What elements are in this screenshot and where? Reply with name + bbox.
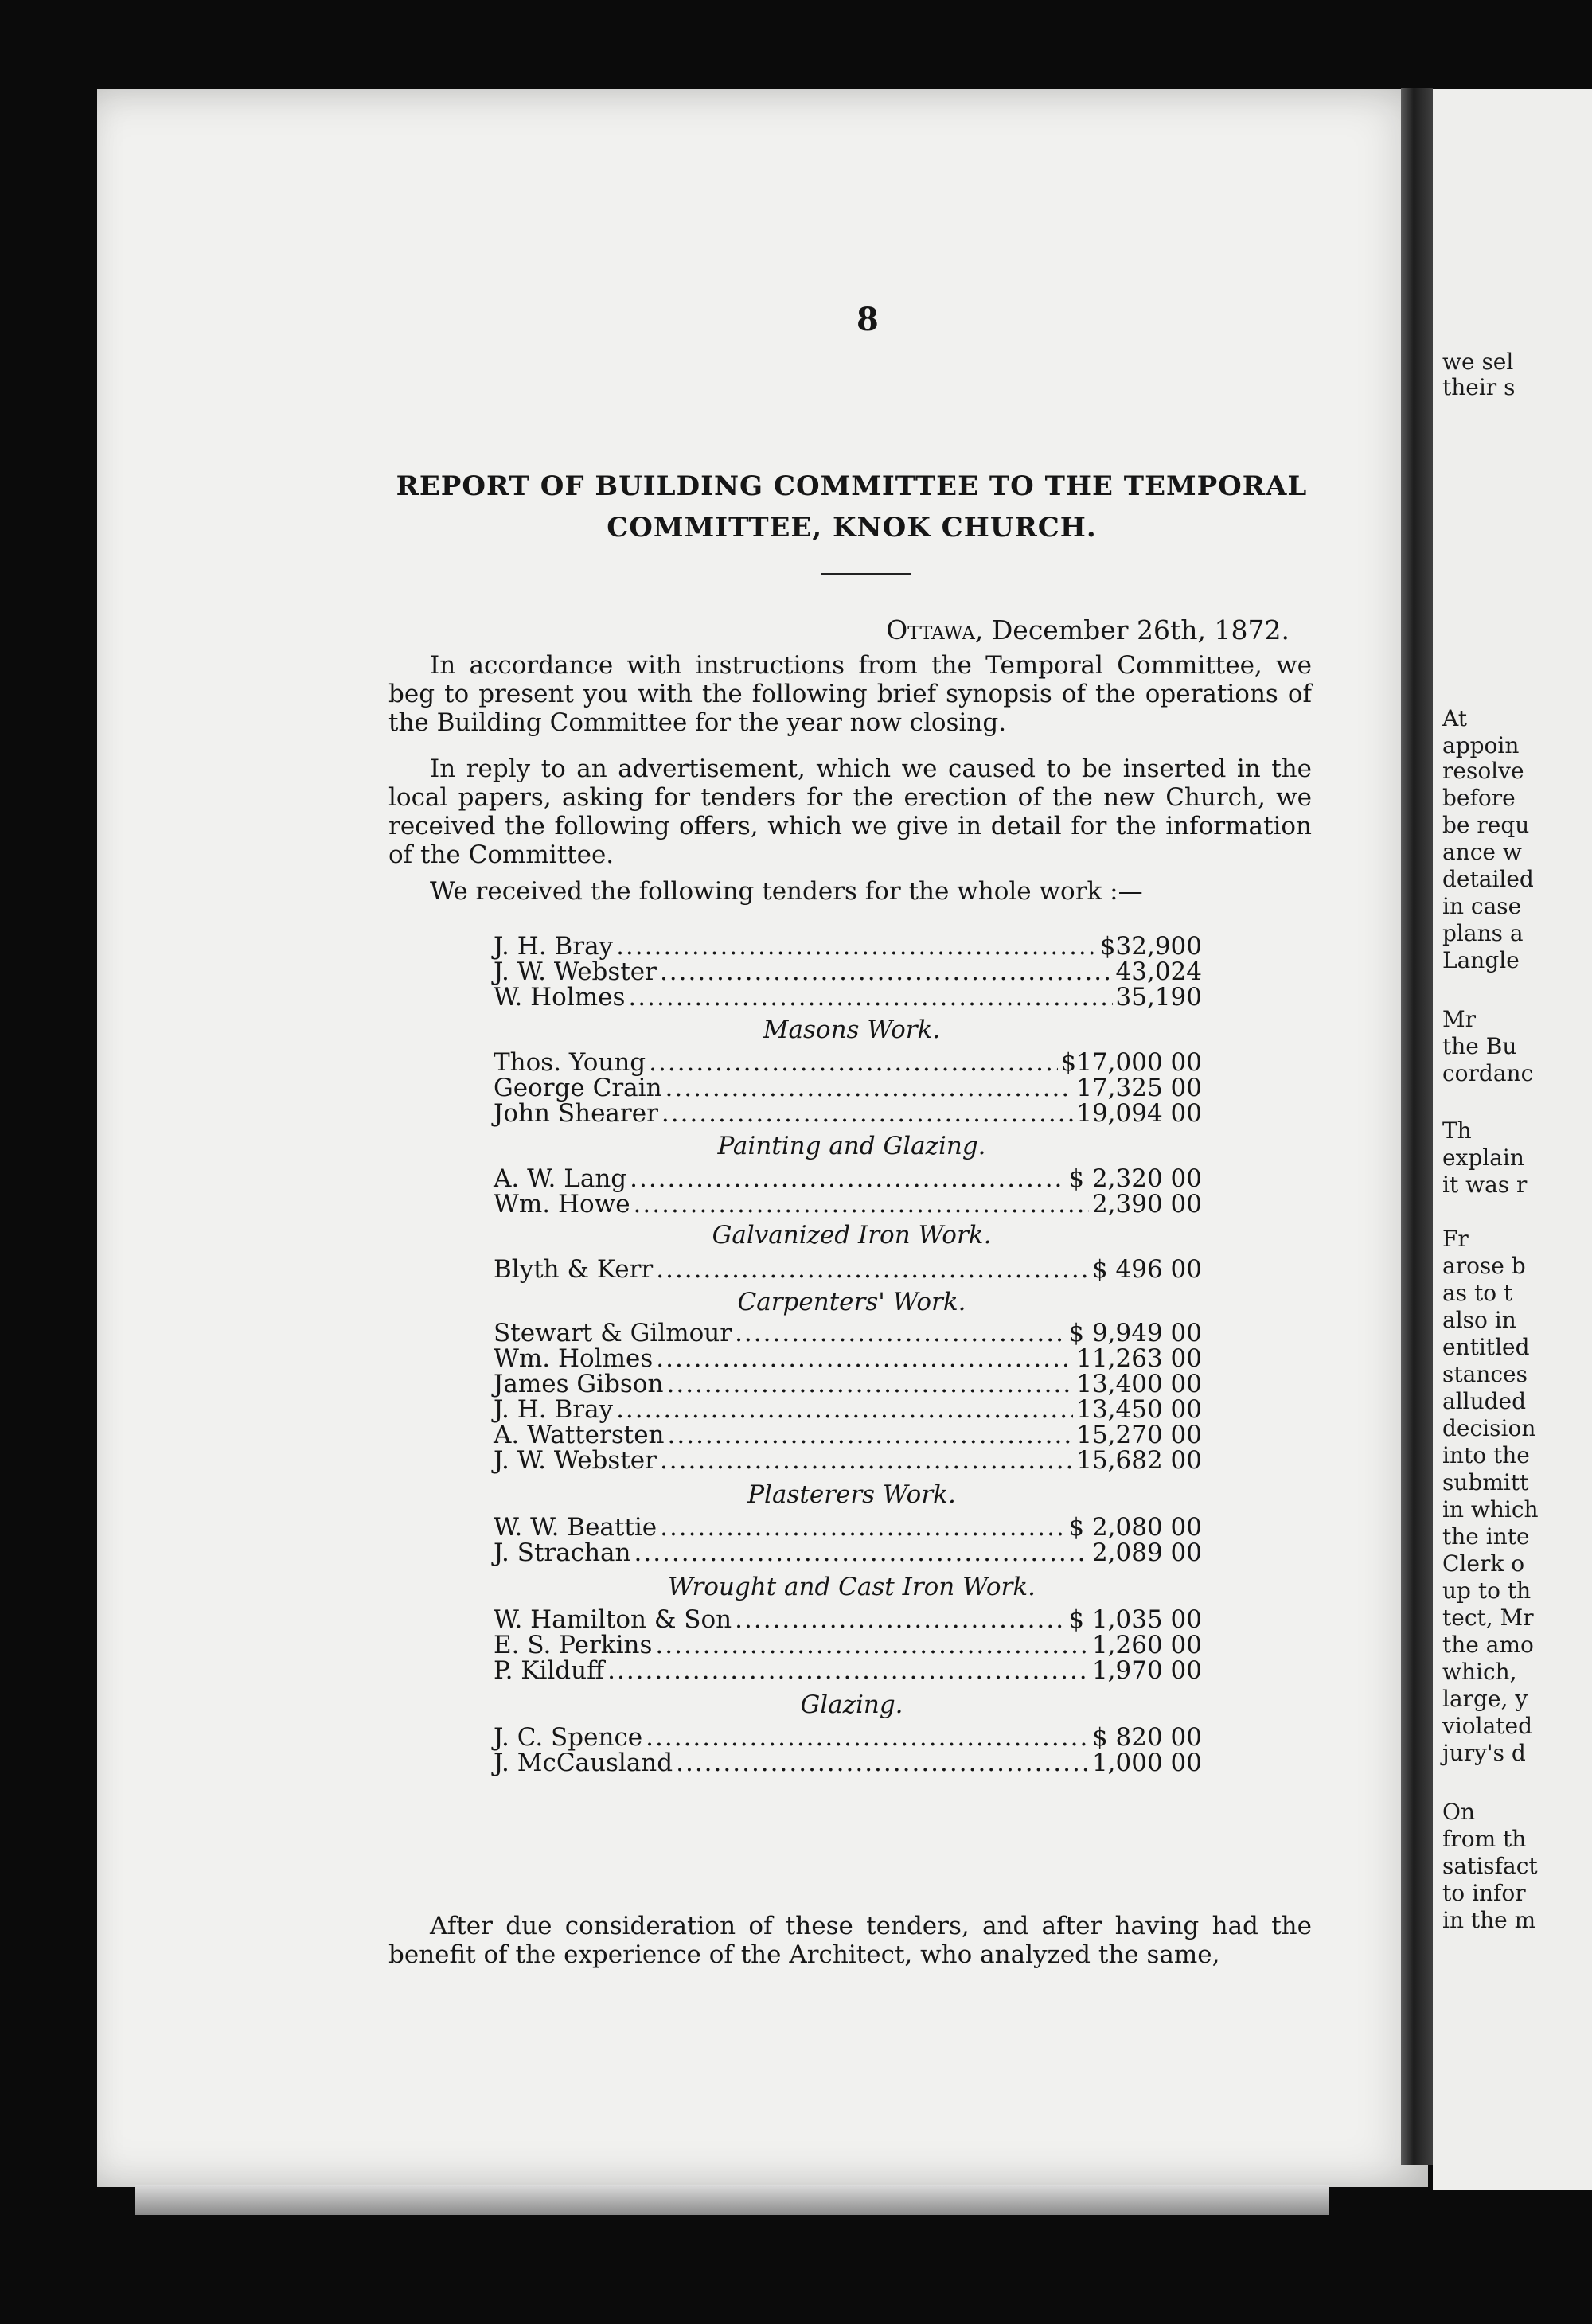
section-heading: Masons Work. <box>763 1016 941 1044</box>
leader-dots <box>607 1657 1089 1684</box>
leader-dots <box>661 1100 1073 1127</box>
leader-dots <box>646 1724 1089 1751</box>
tender-row <box>494 1447 1202 1474</box>
right-page-line: entitled <box>1442 1334 1530 1360</box>
tender-row <box>494 1191 1202 1218</box>
right-page-line: up to th <box>1442 1577 1532 1604</box>
right-page-line: On <box>1442 1799 1475 1825</box>
tender-name: J. C. Spence <box>494 1723 643 1752</box>
tender-name: P. Kilduff <box>494 1656 605 1685</box>
tender-amount: 19,094 00 <box>1076 1099 1202 1128</box>
right-page-line: explain <box>1442 1144 1524 1171</box>
right-page-line: also in <box>1442 1307 1516 1333</box>
tender-name: J. Strachan <box>494 1538 631 1567</box>
leader-dots <box>668 1421 1074 1449</box>
right-page-line: we sel <box>1442 349 1514 375</box>
right-page-line: At <box>1442 705 1467 731</box>
tender-row <box>494 1421 1202 1449</box>
tender-amount: $ 820 00 <box>1091 1723 1202 1752</box>
leader-dots <box>676 1749 1089 1776</box>
tender-row <box>494 984 1202 1011</box>
tender-row <box>494 1074 1202 1102</box>
right-page-line: violated <box>1442 1713 1533 1739</box>
tender-amount: $ 9,949 00 <box>1068 1319 1202 1347</box>
tender-name: John Shearer <box>494 1099 658 1128</box>
tender-row <box>494 933 1202 960</box>
tender-name: Wm. Holmes <box>494 1344 654 1373</box>
leader-dots <box>616 1396 1073 1423</box>
right-page-line: appoin <box>1442 732 1520 758</box>
tender-row <box>494 1320 1202 1347</box>
page-number: 8 <box>856 301 879 338</box>
right-page-line: arose b <box>1442 1253 1526 1279</box>
tender-row <box>494 1514 1202 1541</box>
tender-name: Thos. Young <box>494 1048 646 1077</box>
tender-name: J. H. Bray <box>494 1395 614 1424</box>
tender-name: W. Holmes <box>494 983 626 1012</box>
tender-amount: $ 2,080 00 <box>1068 1513 1202 1542</box>
tender-amount: 13,400 00 <box>1076 1370 1202 1398</box>
right-page-line: it was r <box>1442 1172 1528 1198</box>
tender-amount: $32,900 <box>1099 932 1202 961</box>
tender-name: W. Hamilton & Son <box>494 1605 732 1634</box>
paragraph-2: In reply to an advertisement, which we caused to be inserted in the local papers, asking for tenders for the erection of the new Church, we received the following offers, which we give in detail for the information of the Committee. <box>388 755 1312 869</box>
leader-dots <box>649 1049 1057 1076</box>
dateline <box>796 614 1290 645</box>
right-page-line: Clerk o <box>1442 1550 1525 1577</box>
leader-dots <box>666 1371 1073 1398</box>
right-page-line: the amo <box>1442 1632 1534 1658</box>
tender-name: W. W. Beattie <box>494 1513 657 1542</box>
right-page-line: to infor <box>1442 1880 1526 1906</box>
tender-name: J. H. Bray <box>494 932 614 961</box>
tender-amount: 17,325 00 <box>1076 1074 1202 1102</box>
tender-row <box>494 1371 1202 1398</box>
right-page-line: jury's d <box>1442 1740 1526 1766</box>
report-title <box>382 466 1321 548</box>
leader-dots <box>628 984 1112 1011</box>
right-page-line: Mr <box>1442 1006 1477 1032</box>
right-page-line: plans a <box>1442 920 1524 946</box>
tender-name: James Gibson <box>494 1370 664 1398</box>
tender-amount: $17,000 00 <box>1060 1048 1202 1077</box>
right-page-line: in case <box>1442 893 1522 919</box>
right-page-line: Langle <box>1442 947 1520 973</box>
section-heading: Carpenters' Work. <box>737 1288 966 1316</box>
right-page-line: stances <box>1442 1361 1528 1387</box>
right-page-line: tect, Mr <box>1442 1605 1534 1631</box>
tender-name: J. W. Webster <box>494 1446 657 1475</box>
right-page-line: their s <box>1442 374 1516 400</box>
tender-amount: 1,970 00 <box>1091 1656 1202 1685</box>
tender-name: J. McCausland <box>494 1749 673 1777</box>
tender-row <box>494 1724 1202 1751</box>
leader-dots <box>630 1165 1065 1192</box>
tender-name: Stewart & Gilmour <box>494 1319 732 1347</box>
right-page-line: into the <box>1442 1442 1530 1468</box>
right-page-line: as to t <box>1442 1280 1513 1306</box>
title-line-2: COMMITTEE, KNOK CHURCH. <box>607 512 1097 544</box>
tender-row <box>494 1049 1202 1076</box>
tender-row <box>494 1165 1202 1192</box>
leader-dots <box>655 1632 1089 1659</box>
leader-dots <box>660 958 1113 985</box>
tender-amount: $ 496 00 <box>1091 1255 1202 1284</box>
leader-dots <box>735 1320 1065 1347</box>
right-page-line: before <box>1442 785 1516 811</box>
right-page-line: which, <box>1442 1659 1517 1685</box>
date-text: December 26th, 1872. <box>991 614 1290 645</box>
right-page-line: ance w <box>1442 839 1522 865</box>
tender-amount: 11,263 00 <box>1076 1344 1202 1373</box>
tender-row <box>494 1632 1202 1659</box>
tender-row <box>494 1606 1202 1633</box>
tender-amount: 1,000 00 <box>1091 1749 1202 1777</box>
date-place: Ottawa, <box>886 614 984 645</box>
right-page-line: decision <box>1442 1415 1536 1441</box>
right-page-line: large, y <box>1442 1686 1528 1712</box>
tender-name: E. S. Perkins <box>494 1631 653 1659</box>
title-line-1: REPORT OF BUILDING COMMITTEE TO THE TEMPORAL <box>396 470 1308 502</box>
right-page-line: Fr <box>1442 1226 1469 1252</box>
leader-dots <box>735 1606 1065 1633</box>
tender-name: A. W. Lang <box>494 1164 627 1193</box>
tender-amount: 13,450 00 <box>1076 1395 1202 1424</box>
right-page-line: detailed <box>1442 866 1534 892</box>
leader-dots <box>660 1514 1065 1541</box>
right-page-line: submitt <box>1442 1469 1529 1495</box>
tender-amount: 15,682 00 <box>1076 1446 1202 1475</box>
leader-dots <box>665 1074 1074 1102</box>
leader-dots <box>656 1345 1073 1372</box>
right-page-line: in the m <box>1442 1907 1536 1933</box>
title-rule <box>821 573 911 575</box>
tender-row <box>494 1539 1202 1566</box>
right-page-line: from th <box>1442 1826 1527 1852</box>
tender-amount: 15,270 00 <box>1076 1421 1202 1449</box>
tender-row <box>494 1345 1202 1372</box>
tender-row <box>494 1396 1202 1423</box>
right-page-line: resolve <box>1442 758 1524 784</box>
section-heading: Painting and Glazing. <box>717 1132 986 1160</box>
paragraph-1: In accordance with instructions from the Temporal Committee, we beg to present you with the following brief synopsis of the operations of the Building Committee for the year now closing. <box>388 651 1312 737</box>
tender-amount: $ 1,035 00 <box>1068 1605 1202 1634</box>
tender-name: Blyth & Kerr <box>494 1255 654 1284</box>
right-page-line: in which <box>1442 1496 1539 1523</box>
section-heading: Wrought and Cast Iron Work. <box>667 1573 1036 1601</box>
tender-amount: $ 2,320 00 <box>1068 1164 1202 1193</box>
tender-amount: 35,190 <box>1115 983 1202 1012</box>
tender-amount: 43,024 <box>1115 957 1202 986</box>
leader-dots <box>656 1256 1089 1283</box>
right-page-line: Th <box>1442 1117 1472 1144</box>
tender-row <box>494 1657 1202 1684</box>
tender-row <box>494 958 1202 985</box>
leader-dots <box>634 1539 1089 1566</box>
right-page-line: be requ <box>1442 812 1530 838</box>
leader-dots <box>660 1447 1073 1474</box>
tender-amount: 2,390 00 <box>1091 1190 1202 1219</box>
tender-amount: 1,260 00 <box>1091 1631 1202 1659</box>
tender-row <box>494 1749 1202 1776</box>
leader-dots <box>634 1191 1089 1218</box>
leader-dots <box>616 933 1097 960</box>
section-heading: Galvanized Iron Work. <box>712 1221 992 1250</box>
tender-row <box>494 1100 1202 1127</box>
tender-name: J. W. Webster <box>494 957 657 986</box>
section-heading: Plasterers Work. <box>747 1480 956 1509</box>
right-page-line: alluded <box>1442 1388 1527 1414</box>
page-edges <box>135 2185 1329 2215</box>
right-page-line: cordanc <box>1442 1060 1534 1086</box>
right-page-line: the inte <box>1442 1523 1530 1550</box>
tender-name: A. Wattersten <box>494 1421 665 1449</box>
paragraph-4: After due consideration of these tenders, and after having had the benefit of the experience of the Architect, who analyzed the same, <box>388 1912 1312 1969</box>
section-heading: Glazing. <box>800 1690 903 1719</box>
right-page-line: satisfact <box>1442 1853 1538 1879</box>
book-gutter <box>1401 88 1433 2165</box>
right-page-line: the Bu <box>1442 1033 1517 1059</box>
tender-name: Wm. Howe <box>494 1190 630 1219</box>
tender-row <box>494 1256 1202 1283</box>
tender-name: George Crain <box>494 1074 662 1102</box>
paragraph-3: We received the following tenders for the whole work :— <box>430 877 1143 906</box>
tender-amount: 2,089 00 <box>1091 1538 1202 1567</box>
